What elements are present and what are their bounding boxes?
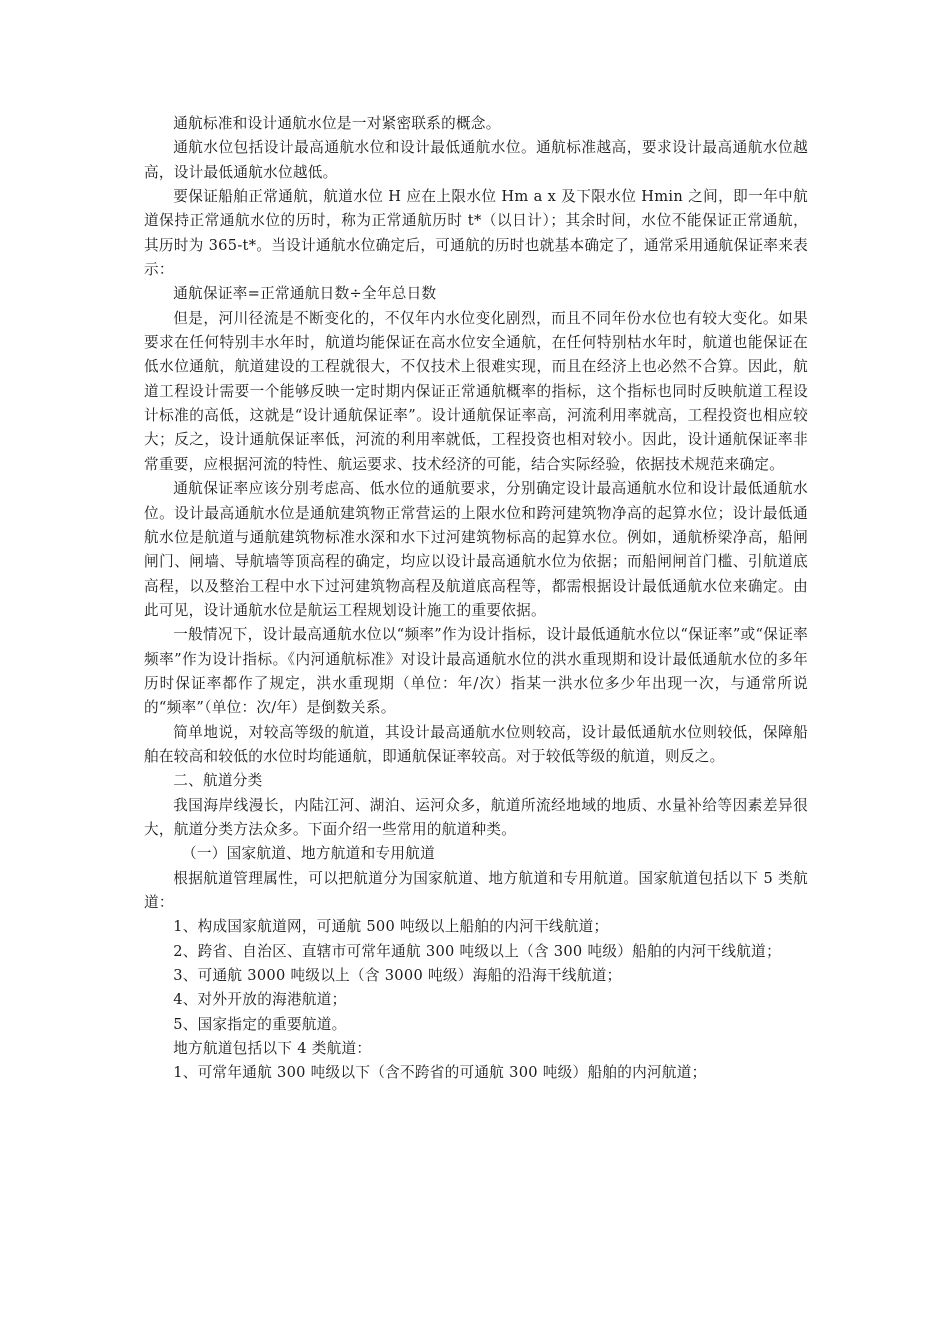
list-item: 2、跨省、自治区、直辖市可常年通航 300 吨级以上（含 300 吨级）船舶的内河干线航道； — [173, 942, 781, 960]
list-item: 4、对外开放的海港航道； — [173, 991, 347, 1009]
paragraph: 我国海岸线漫长，内陆江河、湖泊、运河众多，航道所流经地域的地质、水量补给等因素差异很大，航道分类方法众多。下面介绍一些常用的航道种类。 — [144, 796, 808, 838]
section-heading: 二、航道分类 — [173, 772, 263, 790]
paragraph: 一般情况下，设计最高通航水位以“频率”作为设计指标，设计最低通航水位以“保证率”或“保证率频率”作为设计指标。《内河通航标准》对设计最高通航水位的洪水重现期和设计最低通航水位的多年历时保证率都作了规定，洪水重现期（单位：年/次）指某一洪水位多少年出现一次，与通常所说的“频率”（单位：次/年）是倒数关系。 — [144, 626, 808, 717]
paragraph: 通航保证率应该分别考虑高、低水位的通航要求，分别确定设计最高通航水位和设计最低通航水位。设计最高通航水位是通航建筑物正常营运的上限水位和跨河建筑物净高的起算水位；设计最低通航水位是航道与通航建筑物标准水深和水下过河建筑物标高的起算水位。例如，通航桥梁净高，船闸闸门、闸墙、导航墙等顶高程的确定，均应以设计最高通航水位为依据；而船闸闸首门槛、引航道底高程，以及整治工程中水下过河建筑物高程及航道底高程等，都需根据设计最低通航水位来确定。由此可见，设计通航水位是航运工程规划设计施工的重要依据。 — [144, 480, 808, 619]
paragraph: 根据航道管理属性，可以把航道分为国家航道、地方航道和专用航道。国家航道包括以下 5 类航道： — [144, 869, 808, 911]
paragraph: 通航标准和设计通航水位是一对紧密联系的概念。 — [173, 115, 501, 132]
formula-line: 通航保证率=正常通航日数÷全年总日数 — [173, 285, 437, 303]
paragraph: 但是，河川径流是不断变化的，不仅年内水位变化剧烈，而且不同年份水位也有较大变化。如果要求在任何特别丰水年时，航道均能保证在高水位安全通航，在任何特别枯水年时，航道也能保证在低水位通航，航道建设的工程就很大，不仅技术上很难实现，而且在经济上也必然不合算。因此，航道工程设计需要一个能够反映一定时期内保证正常通航概率的指标，这个指标也同时反映航道工程设计标准的高低，这就是“设计通航保证率”。设计通航保证率高，河流利用率就高，工程投资也相应较大；反之，设计通航保证率低，河流的利用率就低，工程投资也相对较小。因此，设计通航保证率非常重要，应根据河流的特性、航运要求、技术经济的可能，结合实际经验，依据技术规范来确定。 — [144, 309, 808, 473]
list-item: 5、国家指定的重要航道。 — [173, 1015, 347, 1033]
paragraph: 简单地说，对较高等级的航道，其设计最高通航水位则较高，设计最低通航水位则较低，保障船舶在较高和较低的水位时均能通航，即通航保证率较高。对于较低等级的航道，则反之。 — [144, 723, 808, 765]
list-item: 1、可常年通航 300 吨级以下（含不跨省的可通航 300 吨级）船舶的内河航道； — [173, 1064, 707, 1082]
list-item: 3、可通航 3000 吨级以上（含 3000 吨级）海船的沿海干线航道； — [173, 967, 622, 985]
paragraph: 要保证船舶正常通航，航道水位 H 应在上限水位 Hm a x 及下限水位 Hmin 之间，即一年中航道保持正常通航水位的历时，称为正常通航历时 t*（以日计）；其余时间，水位不能保证正常通航，其历时为 365-t*。当设计通航水位确定后，可通航的历时也就基本确定了，通常采用通航保证率来表示： — [144, 188, 808, 279]
list-item: 1、构成国家航道网，可通航 500 吨级以上船舶的内河干线航道； — [173, 918, 609, 936]
paragraph: 地方航道包括以下 4 类航道： — [173, 1040, 372, 1058]
paragraph: 通航水位包括设计最高通航水位和设计最低通航水位。通航标准越高，要求设计最高通航水位越高，设计最低通航水位越低。 — [144, 139, 808, 181]
subsection-heading: （一）国家航道、地方航道和专用航道 — [181, 845, 435, 863]
